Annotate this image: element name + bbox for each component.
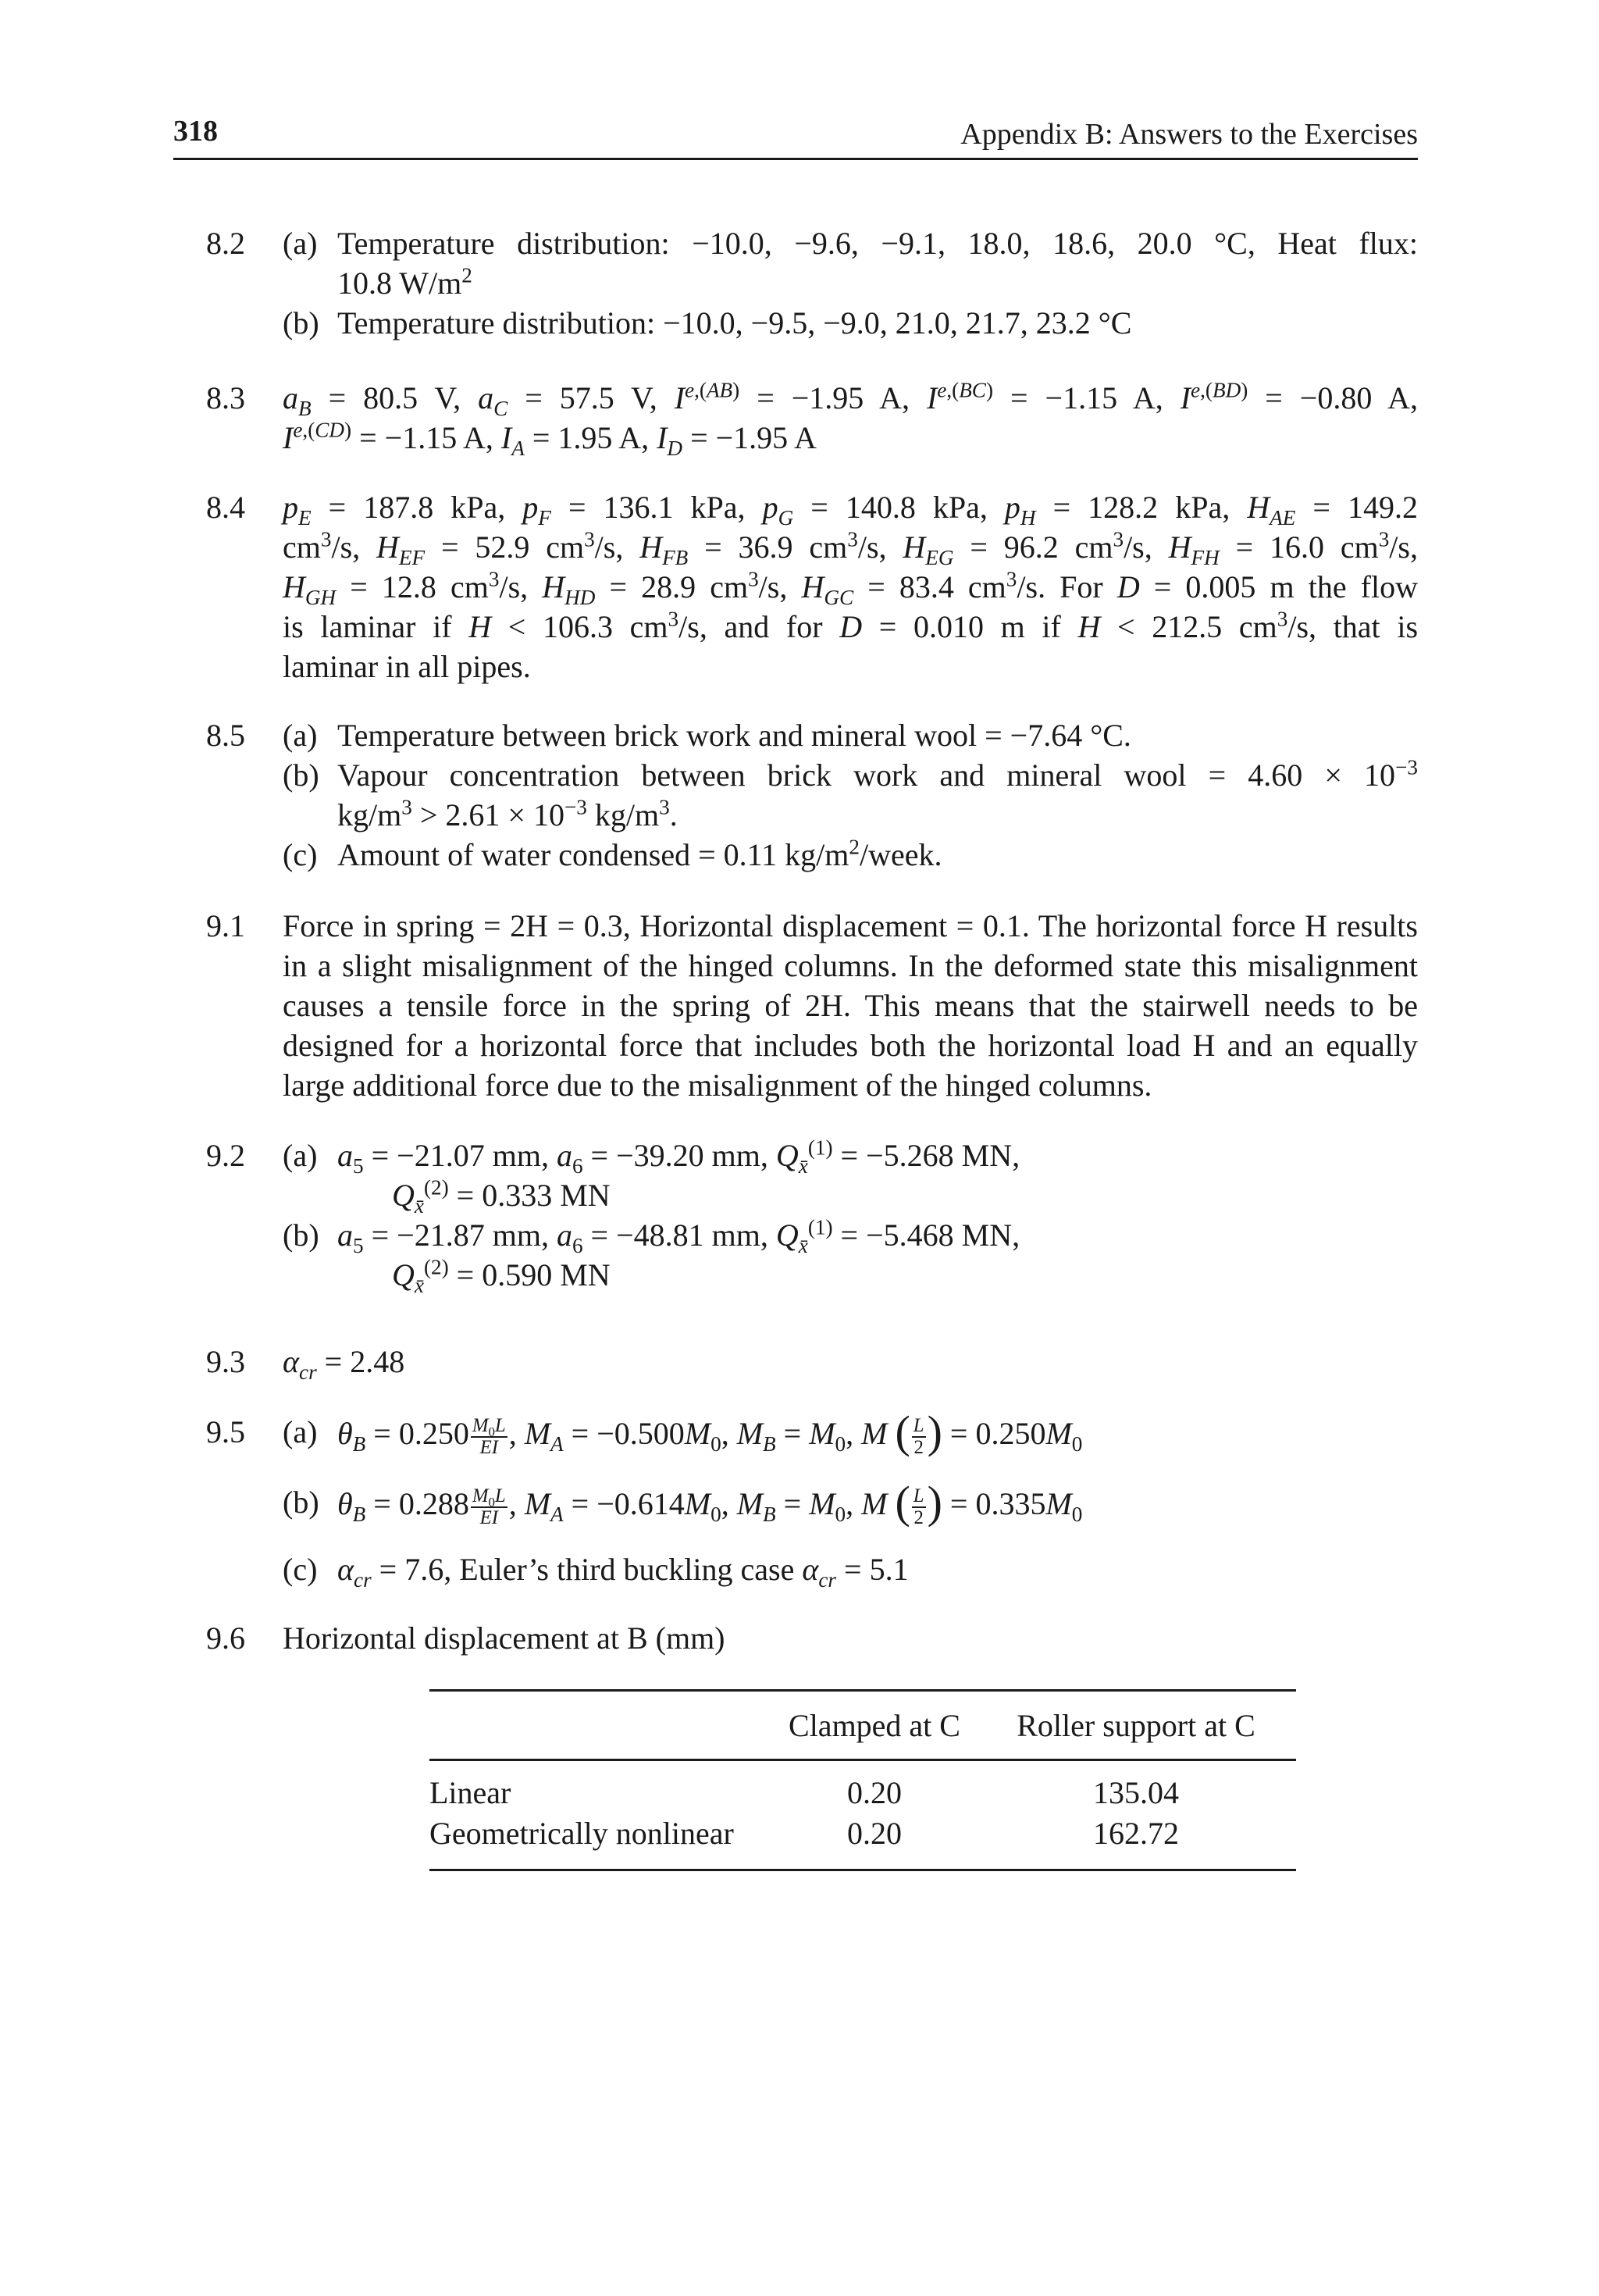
item-label: (a) (283, 226, 318, 261)
answer-text: $a_B = 80.5$ V, $a_C = 57.5$ V, $I^{e,(AB)} = -1.95$ A, $I^{e,(BC)} = -1.15$ A, $I^{e,(BD)} = -0.80$ A, (283, 378, 1419, 420)
answer-text: Temperature distribution: −10.0, −9.6, −9.1, 18.0, 18.6, 20.0 °C, Heat flux: (337, 226, 1418, 261)
table-row (429, 1760, 1296, 1813)
answer-text: $a_5 = -21.07$ mm, $a_6 = -39.20$ mm, $Q_{x̄}^{(1)} = -5.268$ MN, (337, 1136, 1020, 1178)
answer-text: $Q_{x̄}^{(2)} = 0.333$ MN (392, 1175, 611, 1218)
table-header-row (429, 1691, 1296, 1760)
table-cell: Geometrically nonlinear (429, 1815, 734, 1851)
table-cell: 162.72 (1093, 1815, 1179, 1851)
answer-text: laminar in all pipes. (283, 649, 531, 684)
exercise-number: 9.1 (206, 908, 245, 943)
answer-paragraph: Force in spring = 2H = 0.3, Horizontal displacement = 0.1. The horizontal force H results in a slight misalignment of the hinged columns. In the deformed state this misalignment causes a tensile force in the spring of 2H. This means that the stairwell needs to be designed for a horizontal force that includes both the horizontal load H and an equally large additional force due to the misalignment of the hinged columns. (283, 908, 1418, 1103)
answer-text: $cm^3/s$, $H_{EF} = 52.9$ $cm^3/s$, $H_{FB} = 36.9$ $cm^3/s$, $H_{EG} = 96.2$ $cm^3/s$, $H_{FH} = 16.0$ $cm^3/s$, (283, 527, 1418, 569)
item-label: (a) (283, 1138, 318, 1173)
exercise-number: 8.3 (206, 380, 245, 415)
displacement-table (429, 1689, 1296, 1871)
running-title: Appendix B: Answers to the Exercises (960, 118, 1418, 151)
exercise-number: 9.5 (206, 1414, 245, 1449)
answer-text: $\alpha_{cr} = 7.6$, Euler’s third buckling case $\alpha_{cr} = 5.1$ (337, 1552, 909, 1592)
answer-text: $\theta_B = 0.288$ $\frac{M_0L}{EI}$ , $M_A = -0.614M_0$, $M_B = M_0$, M ( $\frac{L}{2}$ ) = $0.335M_0$ (337, 1477, 1083, 1528)
table-cell: 0.20 (847, 1815, 902, 1851)
exercise-number: 9.6 (206, 1620, 245, 1656)
table-cell: 0.20 (847, 1774, 902, 1810)
column-header: Roller support at C (976, 1691, 1296, 1760)
item-label: (c) (283, 837, 318, 872)
item-label: (b) (283, 758, 319, 793)
answer-text: $Q_{x̄}^{(2)} = 0.590$ MN (392, 1255, 611, 1297)
answer-text: $kg/m^3 > 2.61 \times 10^{-3}$ $kg/m^3$. (337, 795, 678, 832)
answer-text: Temperature distribution: −10.0, −9.5, −9.0, 21.0, 21.7, 23.2 °C (337, 305, 1132, 340)
table-row (429, 1813, 1296, 1870)
exercise-number: 9.3 (206, 1344, 245, 1379)
column-header: Clamped at C (773, 1691, 976, 1760)
answer-text: $p_E = 187.8$ kPa, $p_F = 136.1$ kPa, $p_G = 140.8$ kPa, $p_H = 128.2$ kPa, $H_{AE} = 149.2$ (283, 490, 1418, 529)
answer-text: $H_{GH} = 12.8$ $cm^3/s$, $H_{HD} = 28.9$ $cm^3/s$, $H_{GC} = 83.4$ $cm^3/s$. For D = 0.005 m the flow (283, 567, 1418, 609)
answer-text: $I^{e,(CD)} = -1.15$ A, $I_A = 1.95$ A, $I_D = -1.95$ A (283, 418, 817, 460)
item-label: (a) (283, 718, 318, 753)
column-header (429, 1691, 773, 1760)
answer-text: Amount of water condensed = 0.11 $kg/m^2$/week. (337, 835, 942, 872)
exercise-number: 8.5 (206, 718, 245, 753)
exercise-number: 8.4 (206, 490, 245, 525)
table-cell: 135.04 (1093, 1774, 1179, 1810)
page-header (173, 114, 1418, 160)
answer-text: $\theta_B = 0.250$ $\frac{M_0L}{EI}$ , $M_A = -0.500M_0$, $M_B = M_0$, M ( $\frac{L}{2}$ ) = $0.250M_0$ (337, 1406, 1083, 1458)
exercise-number: 8.2 (206, 226, 245, 261)
exercise-number: 9.2 (206, 1138, 245, 1173)
answer-text: 10.8 $W/m^2$ (337, 263, 472, 301)
page-number: 318 (173, 115, 218, 148)
item-label: (b) (283, 1485, 319, 1520)
table-cell: Linear (429, 1774, 511, 1810)
item-label: (b) (283, 305, 319, 340)
answer-text: $a_5 = -21.87$ mm, $a_6 = -48.81$ mm, $Q_{x̄}^{(1)} = -5.468$ MN, (337, 1215, 1020, 1257)
item-label: (a) (283, 1414, 318, 1449)
item-label: (b) (283, 1218, 319, 1253)
answer-text: is laminar if H < 106.3 $cm^3/s$, and for D = 0.010 m if H < 212.5 $cm^3/s$, that is (283, 607, 1419, 644)
item-label: (c) (283, 1552, 318, 1587)
answer-text: Horizontal displacement at B (mm) (283, 1620, 725, 1656)
answer-text: $\alpha_{cr} = 2.48$ (283, 1344, 405, 1384)
answer-text: Vapour concentration between brick work and mineral wool = $4.60 \times 10^{-3}$ (337, 755, 1418, 793)
answer-text: Temperature between brick work and mineral wool = −7.64 °C. (337, 718, 1131, 753)
